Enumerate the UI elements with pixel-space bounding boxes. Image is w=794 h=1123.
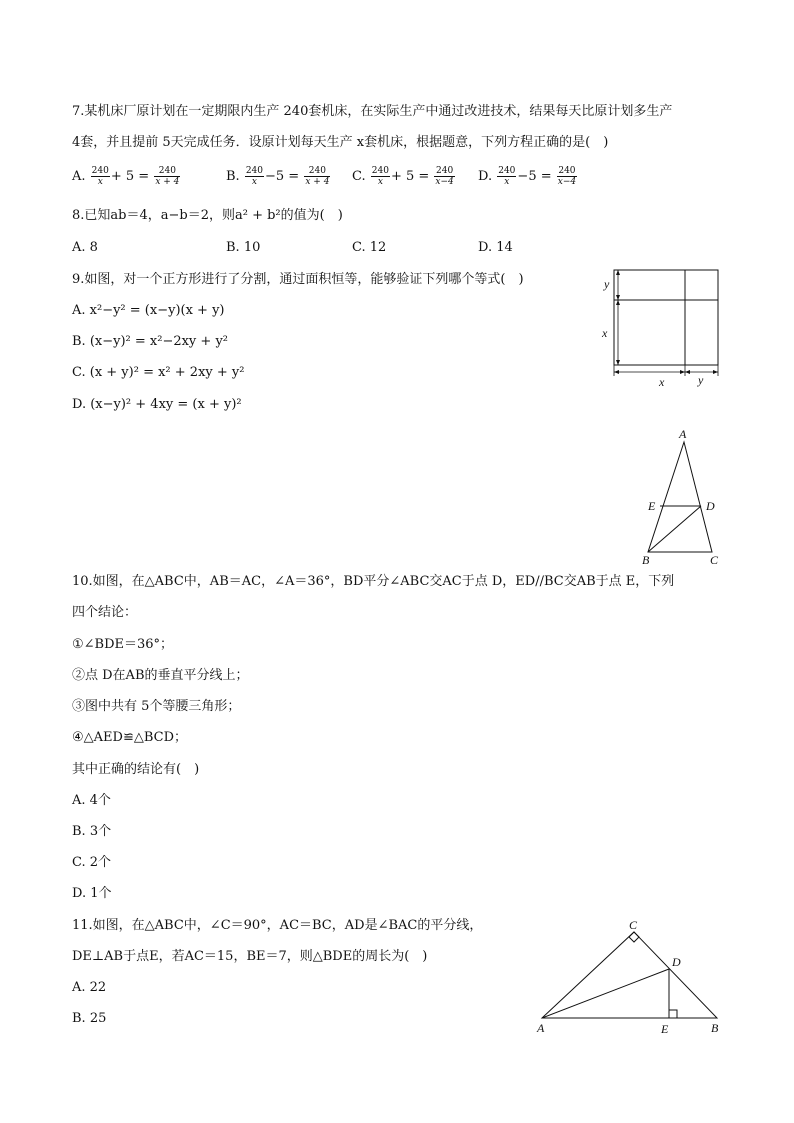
q10-question: 其中正确的结论有( ) — [72, 762, 200, 777]
q10-option-b: B. 3个 — [72, 824, 112, 839]
fraction: $\frac{240}{x}$ — [498, 166, 516, 187]
q11-stem-line2: DE⊥AB于点E，若AC＝15，BE＝7，则△BDE的周长为( ) — [72, 949, 428, 964]
arrowhead — [616, 360, 620, 365]
fraction: $\frac{240}{x}$ — [245, 166, 264, 187]
fraction: $\frac{240}{x + 4}$ — [305, 166, 330, 187]
q8-stem: 8.已知ab＝4，a−b＝2，则a² + b²的值为( ) — [72, 208, 343, 223]
q8-option-c: C. 12 — [352, 240, 387, 255]
label-a: A — [537, 1021, 545, 1035]
q10-option-d: D. 1个 — [72, 886, 112, 901]
q9-option-b: B. (x−y)² = x²−2xy + y² — [72, 334, 228, 349]
fraction: $\frac{240}{x}$ — [91, 166, 109, 187]
label-b: B — [711, 1021, 719, 1035]
right-angle-mark-e — [669, 1010, 677, 1018]
triangle-abc — [542, 932, 717, 1018]
q10-triangle-figure — [636, 424, 726, 566]
arrowhead — [614, 370, 619, 374]
fraction: $\frac{240}{x-4}$ — [435, 166, 454, 187]
arrowhead — [713, 370, 718, 374]
label-c: C — [710, 553, 719, 566]
label-e: E — [648, 499, 656, 513]
q7-stem-line1: 7.某机床厂原计划在一定期限内生产 240套机床，在实际生产中通过改进技术，结果每天比原计划多生产 — [72, 104, 673, 119]
label-d: D — [672, 955, 681, 969]
q10-conclusion-3: ③图中共有 5个等腰三角形； — [72, 699, 241, 714]
q7-stem-line2: 4套，并且提前 5天完成任务．设原计划每天生产 x套机床，根据题意，下列方程正确的是( ) — [72, 135, 609, 150]
label-c: C — [629, 918, 638, 932]
q9-stem: 9.如图，对一个正方形进行了分割，通过面积恒等，能够验证下列哪个等式( ) — [72, 272, 524, 287]
label-x-bottom: x — [659, 375, 665, 389]
arrowhead — [616, 295, 620, 300]
q10-conclusion-1: ①∠BDE＝36°； — [72, 637, 174, 652]
arrowhead — [616, 300, 620, 305]
label-x-left: x — [602, 326, 608, 340]
q10-option-c: C. 2个 — [72, 855, 112, 870]
segment-ad — [542, 969, 669, 1018]
label-a: A — [679, 427, 687, 441]
label-b: B — [642, 553, 650, 566]
q7-option-a: A. $\frac{240}{x}$ + 5 = $\frac{240}{x + 4}$ — [72, 166, 180, 187]
right-angle-mark-c — [629, 932, 639, 942]
q10-stem-line2: 四个结论： — [72, 605, 138, 620]
q10-conclusion-2: ②点 D在AB的垂直平分线上； — [72, 668, 249, 683]
arrowhead — [680, 370, 685, 374]
q7-option-d: D. $\frac{240}{x}$ −5 = $\frac{240}{x-4}$ — [478, 166, 577, 187]
q9-option-c: C. (x + y)² = x² + 2xy + y² — [72, 365, 245, 380]
label-e: E — [661, 1022, 669, 1036]
q11-stem-line1: 11.如图，在△ABC中，∠C＝90°，AC＝BC，AD是∠BAC的平分线， — [72, 918, 483, 933]
label-y-bottom: y — [698, 373, 704, 387]
q10-conclusion-4: ④△AED≌△BCD； — [72, 730, 188, 745]
q8-option-b: B. 10 — [226, 240, 261, 255]
q9-square-figure — [596, 262, 726, 390]
arrowhead — [616, 270, 620, 275]
q7-option-b: B. $\frac{240}{x}$ −5 = $\frac{240}{x + 4}$ — [226, 166, 330, 187]
q10-option-a: A. 4个 — [72, 793, 111, 808]
q11-option-a: A. 22 — [72, 980, 107, 995]
outer-square — [614, 270, 718, 365]
label-y-left: y — [604, 277, 610, 291]
q7-option-c: C. $\frac{240}{x}$ + 5 = $\frac{240}{x-4}$ — [352, 166, 454, 187]
fraction: $\frac{240}{x + 4}$ — [155, 166, 180, 187]
q9-option-d: D. (x−y)² + 4xy = (x + y)² — [72, 397, 242, 412]
q11-triangle-figure — [530, 914, 730, 1040]
q8-option-a: A. 8 — [72, 240, 98, 255]
triangle-abc — [648, 442, 712, 552]
q9-option-a: A. x²−y² = (x−y)(x + y) — [72, 303, 225, 318]
fraction: $\frac{240}{x-4}$ — [557, 166, 577, 187]
q8-option-d: D. 14 — [478, 240, 513, 255]
label-d: D — [706, 499, 715, 513]
q10-stem-line1: 10.如图，在△ABC中，AB＝AC，∠A＝36°，BD平分∠ABC交AC于点 D，ED//BC交AB于点 E，下列 — [72, 574, 675, 589]
arrowhead — [685, 370, 690, 374]
q11-option-b: B. 25 — [72, 1011, 107, 1026]
fraction: $\frac{240}{x}$ — [371, 166, 389, 187]
